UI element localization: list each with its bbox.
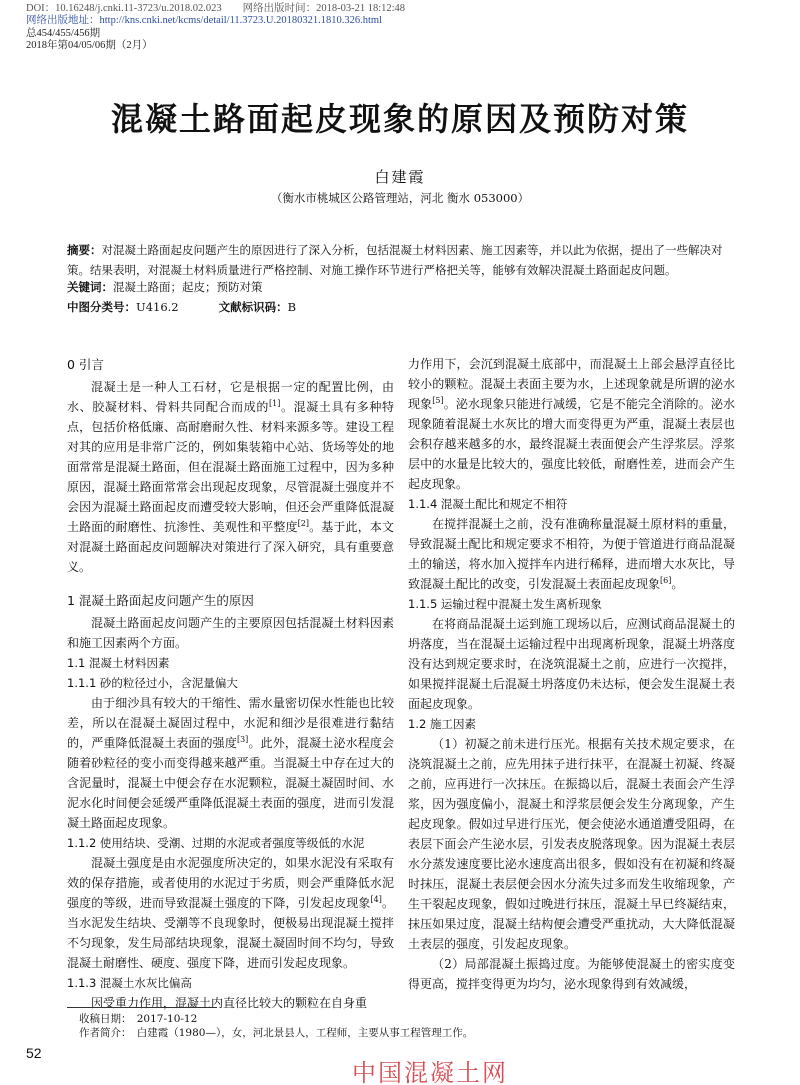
classification [67,297,735,317]
subsubsection-heading: 1.1.2 使用结块、受潮、过期的水泥或者强度等级低的水泥 [67,836,365,850]
total-issue: 总454/455/456期 [26,28,101,39]
paragraph: 因受重力作用，混凝土内直径比较大的颗粒在自身重 [91,996,368,1010]
class-code: U416.2 [136,300,179,314]
paragraph: 在搅拌混凝土之前，没有准确称量混凝土原材料的重量，导致混凝土配比和规定要求不相符，为便于管道进行商品混凝土的输送，将水加入搅拌车内进行稀释，进而增大水灰比，导致混凝土配比的改变，引发混凝土表面起皮现象[6]。 [408,517,735,591]
abstract [67,240,735,280]
paper-title: 混凝土路面起皮现象的原因及预防对策 [110,100,689,138]
docid-code: B [287,300,297,314]
paragraph: （1）初凝之前未进行压光。根据有关技术规定要求，在浇筑混凝土之前，应先用抹子进行抹平，在混凝土初凝、终凝之前，应再进行一次抹压。在振捣以后，混凝土表面会产生浮浆，因为强度偏小，混凝土和浮浆层便会发生分离现象，产生起皮现象。假如过早进行压光，便会使泌水通道遭受阻碍，在表层下面会产生泌水层，引发表皮脱落现象。因为混凝土表层水分蒸发速度要比泌水速度高出很多，假如没有在初凝和终凝时抹压，混凝土表层便会因水分流失过多而发生收缩现象，产生干裂起皮现象，假如过晚进行抹压，混凝土早已终凝结束，抹压如果过度，混凝土结构便会遭受严重扰动，大大降低混凝土表层的强度，引发起皮现象。 [408,737,735,951]
paragraph: 混凝土是一种人工石材，它是根据一定的配置比例，由水、胶凝材料、骨料共同配合而成的[1]。混凝土具有多种特点，包括价格低廉、高耐磨耐久性、材料来源多等。建设工程对其的应用是非常广泛的，例如集装箱中心站、货场等处的地面常常是混凝土路面，但在混凝土路面施工过程中，因为多种原因，混凝土路面常常会出现起皮现象，尽管混凝土强度并不会因为混凝土路面起皮而遭受较大影响，但还会严重降低混凝土路面的耐磨性、抗渗性、美观性和平整度[2]。基于此，本文对混凝土路面起皮问题解决对策进行了深入研究，具有重要意义。 [67,380,394,574]
received-date: 收稿日期： 2017-10-12 [79,1013,198,1025]
subsubsection-heading: 1.1.3 混凝土水灰比偏高 [67,976,192,990]
docid-label: 文献标识码： [218,300,288,314]
subsubsection-heading: 1.1.1 砂的粒径过小，含泥量偏大 [67,676,238,690]
abstract-text: 对混凝土路面起皮问题产生的原因进行了深入分析，包括混凝土材料因素、施工因素等，并以此为依据，提出了一些解决对策。结果表明，对混凝土材料质量进行严格控制、对施工操作环节进行严格把关等，能够有效解决混凝土路面起皮问题。 [67,243,723,277]
doi-line: DOI：10.16248/j.cnki.11-3723/u.2018.02.023 网络出版时间：2018-03-21 18:12:48 [26,3,406,14]
citation[interactable]: [4] [370,895,382,904]
citation[interactable]: [2] [297,519,309,528]
keywords-text: 混凝土路面；起皮；预防对策 [113,280,263,294]
subsection-heading: 1.2 施工因素 [408,717,476,731]
class-label: 中图分类号： [67,300,136,314]
paragraph: （2）局部混凝土振捣过度。为能够使混凝土的密实度变得更高，搅拌变得更为均匀，泌水现象得到有效减缓， [408,957,735,991]
subsubsection-heading: 1.1.4 混凝土配比和规定不相符 [408,497,568,511]
paragraph: 混凝土路面起皮问题产生的主要原因包括混凝土材料因素和施工因素两个方面。 [67,616,394,650]
abstract-label: 摘要： [67,243,102,257]
keywords [67,277,735,297]
citation[interactable]: [6] [660,576,672,585]
section-heading: 1 混凝土路面起皮问题产生的原因 [67,593,254,608]
online-url-link[interactable]: 网络出版地址：http://kns.cnki.net/kcms/detail/11.3723.U.20180321.1810.326.html [26,15,383,26]
watermark: 中国混凝土网 [352,1059,508,1085]
keywords-label: 关键词： [67,280,113,294]
right-column [408,354,735,994]
paragraph: 力作用下，会沉到混凝土底部中，而混凝土上部会悬浮直径比较小的颗粒。混凝土表面主要为水，上述现象就是所谓的泌水现象[5]。泌水现象只能进行减缓，它是不能完全消除的。泌水现象随着混凝土水灰比的增大而变得更为严重，混凝土表层也会积存越来越多的水，最终混凝土表面便会产生浮浆层。浮浆层中的水量是比较大的，强度比较低，耐磨性差，进而会产生起皮现象。 [408,357,735,491]
citation[interactable]: [5] [432,396,444,405]
paragraph: 混凝土强度是由水泥强度所决定的，如果水泥没有采取有效的保存措施，或者使用的水泥过于劣质，则会严重降低水泥强度的等级，进而导致混凝土强度的下降，引发起皮现象[4]。当水泥发生结块、受潮等不良现象时，便极易出现混凝土搅拌不匀现象，发生局部结块现象，混凝土凝固时间不均匀，导致混凝土耐磨性、硬度、强度下降，进而引发起皮现象。 [67,856,394,970]
page-number: 52 [26,1045,42,1061]
affiliation: （衡水市桃城区公路管理站，河北 衡水 053000） [270,191,530,205]
subsubsection-heading: 1.1.5 运输过程中混凝土发生离析现象 [408,597,602,611]
citation[interactable]: [3] [236,735,249,744]
section-heading: 0 引言 [67,357,104,372]
paragraph: 由于细沙具有较大的干缩性、需水量密切保水性能也比较差，所以在混凝土凝固过程中，水泥和细沙是很难进行黏结的，严重降低混凝土表面的强度[3]。此外，混凝土泌水程度会随着砂粒径的变小而变得越来越严重。当混凝土中存在过大的含泥量时，混凝土中便会存在水泥颗粒，混凝土凝固时间、水泥水化时间便会延缓严重降低混凝土表面的强度，进而引发混凝土路面起皮现象。 [67,696,394,830]
issue-line: 2018年第04/05/06期（2月） [26,40,153,51]
subsection-heading: 1.1 混凝土材料因素 [67,656,170,670]
author-bio: 作者简介： 白建霞（1980—），女，河北景县人，工程师，主要从事工程管理工作。 [79,1027,474,1039]
citation[interactable]: [1] [269,399,281,408]
author-name: 白建霞 [374,168,426,186]
paragraph: 在将商品混凝土运到施工现场以后，应测试商品混凝土的坍落度，当在混凝土运输过程中出现离析现象，混凝土坍落度没有达到规定要求时，在浇筑混凝土之前，应进行一次搅拌，如果搅拌混凝土后混凝土坍落度仍未达标，便会发生混凝土表面起皮现象。 [408,617,735,711]
footnote-rule [67,1007,217,1008]
left-column [67,355,394,1013]
